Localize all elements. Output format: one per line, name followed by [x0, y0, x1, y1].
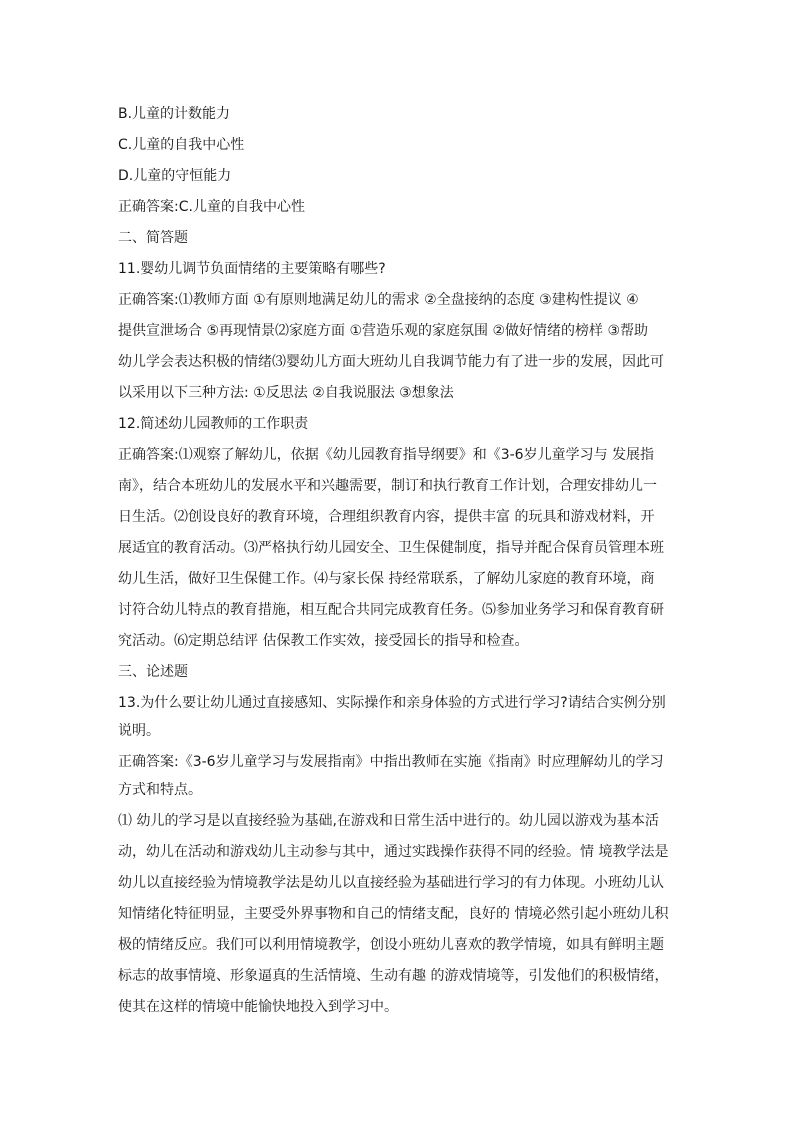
answer-11-line-2: 提供宣泄场合 ⑤再现情景⑵家庭方面 ①营造乐观的家庭氛围 ②做好情绪的榜样 ③帮助	[118, 323, 649, 339]
option-d: D.儿童的守恒能力	[118, 168, 232, 184]
answer-13-para-1-line-5: 极的情绪反应。我们可以利用情境教学，创设小班幼儿喜欢的教学情境，如具有鲜明主题	[118, 937, 664, 953]
question-13-line-1: 13.为什么要让幼儿通过直接感知、实际操作和亲身体验的方式进行学习?请结合实例分别	[118, 695, 666, 711]
answer-13-para-1-line-7: 使其在这样的情境中能愉快地投入到学习中。	[118, 999, 398, 1015]
document-page	[118, 100, 678, 1021]
section-heading-short-answer: 二、简答题	[118, 230, 188, 246]
question-11: 11.婴幼儿调节负面情绪的主要策略有哪些?	[118, 261, 386, 277]
answer-10: 正确答案:C.儿童的自我中心性	[118, 199, 305, 215]
option-b: B.儿童的计数能力	[118, 106, 231, 122]
answer-12-line-3: 日生活。⑵创设良好的教育环境，合理组织教育内容，提供丰富 的玩具和游戏材料，开	[118, 509, 655, 525]
answer-12-line-6: 讨符合幼儿特点的教育措施，相互配合共同完成教育任务。⑸参加业务学习和保育教育研	[118, 602, 664, 618]
answer-11-line-3: 幼儿学会表达积极的情绪⑶婴幼儿方面大班幼儿自我调节能力有了进一步的发展，因此可	[118, 354, 664, 370]
answer-13-para-1-line-6: 标志的故事情境、形象逼真的生活情境、生动有趣 的游戏情境等，引发他们的积极情绪，	[118, 968, 669, 984]
answer-12-line-2: 南》，结合本班幼儿的发展水平和兴趣需要，制订和执行教育工作计划，合理安排幼儿一	[118, 478, 657, 494]
answer-12-line-4: 展适宜的教育活动。⑶严格执行幼儿园安全、卫生保健制度，指导并配合保育员管理本班	[118, 540, 664, 556]
answer-13-para-1-line-1: ⑴ 幼儿的学习是以直接经验为基础,在游戏和日常生活中进行的。幼儿园以游戏为基本活	[118, 813, 659, 829]
answer-11-line-1: 正确答案:⑴教师方面 ①有原则地满足幼儿的需求 ②全盘接纳的态度 ③建构性提议 ④	[118, 292, 639, 308]
answer-13-line-2: 方式和特点。	[118, 782, 202, 798]
answer-13-para-1-line-3: 幼儿以直接经验为情境教学法是幼儿以直接经验为基础进行学习的有力体现。小班幼儿认	[118, 875, 664, 891]
question-13-line-2: 说明。	[118, 723, 160, 739]
answer-13-line-1: 正确答案:《3-6岁儿童学习与发展指南》中指出教师在实施《指南》时应理解幼儿的学习	[118, 754, 664, 770]
answer-12-line-1: 正确答案:⑴观察了解幼儿，依据《幼儿园教育指导纲要》和《3-6岁儿童学习与 发展指	[118, 447, 655, 463]
section-heading-essay: 三、论述题	[118, 664, 188, 680]
answer-11-line-4: 以采用以下三种方法: ①反思法 ②自我说服法 ③想象法	[118, 385, 454, 401]
answer-12-line-5: 幼儿生活，做好卫生保健工作。⑷与家长保 持经常联系，了解幼儿家庭的教育环境，商	[118, 571, 655, 587]
answer-12-line-7: 究活动。⑹定期总结评 估保教工作实效，接受园长的指导和检查。	[118, 633, 529, 649]
answer-13-para-1-line-4: 知情绪化特征明显，主要受外界事物和自己的情绪支配，良好的 情境必然引起小班幼儿积	[118, 906, 669, 922]
option-c: C.儿童的自我中心性	[118, 137, 245, 153]
question-12: 12.简述幼儿园教师的工作职责	[118, 416, 309, 432]
answer-13-para-1-line-2: 动，幼儿在活动和游戏幼儿主动参与其中，通过实践操作获得不同的经验。情 境教学法是	[118, 844, 669, 860]
